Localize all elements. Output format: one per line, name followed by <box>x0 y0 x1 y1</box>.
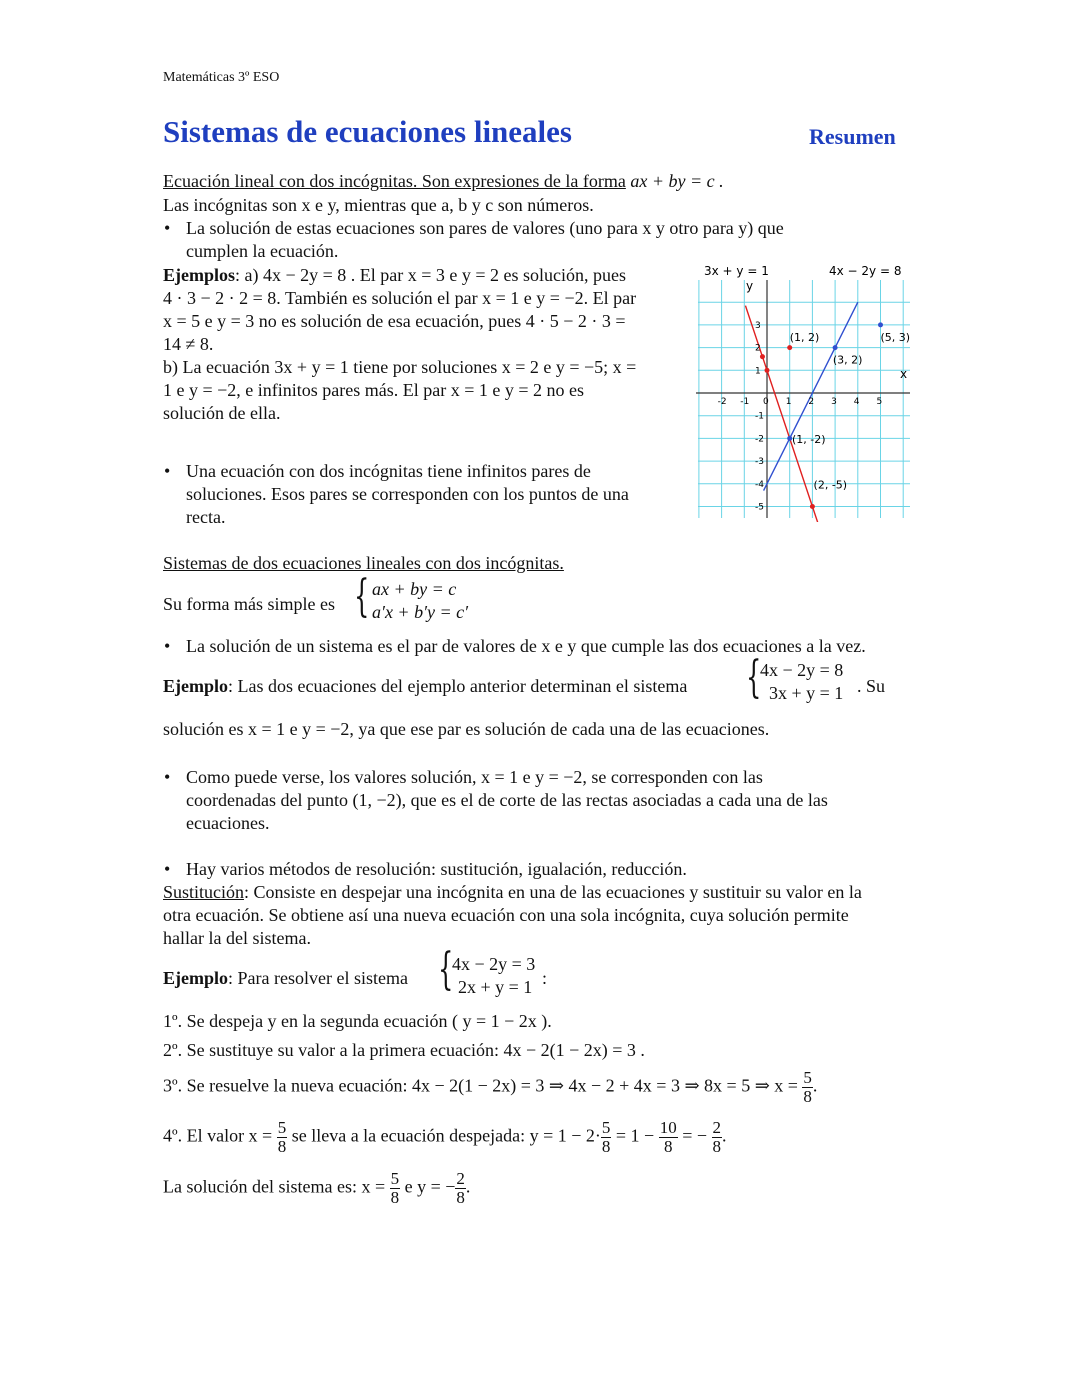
s2-example: Ejemplo: Las dos ecuaciones del ejemplo anterior determinan el sistema <box>163 676 688 696</box>
eq1-label: 3x + y = 1 <box>704 264 769 278</box>
s3-example-system: 4x − 2y = 3 2x + y = 1 <box>452 954 536 997</box>
s1-heading: Ecuación lineal con dos incógnitas. Son expresiones de la forma ax + by = c . <box>163 171 724 191</box>
s2-bullet2: • Como puede verse, los valores solución, x = 1 e y = −2, se corresponden con las coordenadas del punto (1, −2), que es el de corte de las rectas asociadas a cada una de las ecuaciones. <box>164 767 828 833</box>
x-tick-label: -2 <box>717 397 727 407</box>
y-tick-label: -3 <box>755 457 764 468</box>
s3-sys-brace: { <box>438 944 454 995</box>
graph-point-label: (2, -5) <box>813 478 848 492</box>
s3-solution: La solución del sistema es: x = $\frac{5}{8}$ e y = − $\frac{2}{8}$ . <box>163 1169 471 1207</box>
y-axis-label: y <box>746 279 754 293</box>
s3-sustitucion: Sustitución: Consiste en despejar una incógnita en una de las ecuaciones y sustituir su valor en la otra ecuación. Se obtiene así una nueva ecuación con una sola incógnita, cuya solución permite hallar la del sistema. <box>163 882 862 948</box>
s1-bullet1: • La solución de estas ecuaciones son pares de valores (uno para x y otro para y) que cumplen la ecuación. <box>164 218 784 261</box>
s3-step2: 2º. Se sustituye su valor a la primera ecuación: 4x − 2(1 − 2x) = 3 . <box>163 1040 645 1060</box>
x-axis-label: x <box>900 367 908 381</box>
y-tick-label: -4 <box>755 479 764 490</box>
frac-5-8: $\frac{5}{8}$ <box>803 1068 812 1106</box>
x-tick-label: 0 <box>763 397 769 407</box>
graph-point-label: (3, 2) <box>832 353 863 367</box>
graph-point-label: (5, 3) <box>880 330 911 344</box>
graph-point <box>810 504 815 509</box>
y-tick-label: 3 <box>755 320 761 331</box>
s1-bullet2: • Una ecuación con dos incógnitas tiene infinitos pares de soluciones. Esos pares se corresponden con los puntos de una recta. <box>164 461 629 527</box>
s3-step3: 3º. Se resuelve la nueva ecuación: 4x − 2(1 − 2x) = 3 ⇒ 4x − 2 + 4x = 3 ⇒ 8x = 5 ⇒ x = $\frac{5}{8}$ . <box>163 1068 818 1106</box>
linear-equations-graph <box>696 260 916 522</box>
s3-bullet1: • Hay varios métodos de resolución: sustitución, igualación, reducción. <box>164 859 687 879</box>
s3-colon: : <box>542 968 548 988</box>
s1-line2: Las incógnitas son x e y, mientras que a, b y c son números. <box>163 195 594 215</box>
y-tick-label: -1 <box>755 411 764 422</box>
x-tick-label: 5 <box>876 397 883 407</box>
x-tick-label: 3 <box>831 397 837 407</box>
s2-general-system: ax + by = c a′x + b′y = c′ <box>372 579 469 622</box>
graph-point <box>833 345 838 350</box>
graph-point-label: (1, 2) <box>789 330 820 344</box>
x-tick-label: 4 <box>853 397 860 407</box>
y-tick-label: 1 <box>755 366 761 377</box>
x-tick-label: 2 <box>808 397 815 407</box>
s2-forma: Su forma más simple es <box>163 594 335 614</box>
x-tick-label: 1 <box>785 397 792 407</box>
s3-example: Ejemplo: Para resolver el sistema <box>163 968 408 988</box>
x-tick-label: -1 <box>740 397 750 407</box>
s3-step1: 1º. Se despeja y en la segunda ecuación ( y = 1 − 2x ). <box>163 1011 552 1031</box>
s2-example-system: 4x − 2y = 8 3x + y = 1 <box>760 660 844 703</box>
s2-bullet1: • La solución de un sistema es el par de valores de x e y que cumple las dos ecuaciones a la vez. <box>164 636 866 656</box>
graph-point <box>878 322 883 327</box>
graph-point <box>765 368 770 373</box>
s2-sys-brace: { <box>746 652 762 703</box>
eq2-label: 4x − 2y = 8 <box>829 264 902 278</box>
y-tick-label: -2 <box>755 434 764 445</box>
s2-brace: { <box>354 571 370 622</box>
page-header: Matemáticas 3º ESO <box>163 70 280 85</box>
y-tick-label: -5 <box>755 502 764 513</box>
graph-point <box>787 345 792 350</box>
s2-solution: solución es x = 1 e y = −2, ya que ese par es solución de cada una de las ecuaciones. <box>163 719 770 739</box>
s2-su: . Su <box>857 676 886 696</box>
s1-examples: Ejemplos: a) 4x − 2y = 8 . El par x = 3 e y = 2 es solución, pues 4 · 3 − 2 · 2 = 8. También es solución el par x = 1 e y = −2. El par x = 5 e y = 3 no es solución de esa ecuación, pues 4 · 5 − 2 · 3 = 14 ≠ 8. b) La ecuación 3x + y = 1 tiene por soluciones x = 2 e y = −5; x = 1 e y = −2, e infinitos pares más. El par x = 1 e y = 2 no es solución de ella. <box>163 265 637 423</box>
s2-heading: Sistemas de dos ecuaciones lineales con dos incógnitas. <box>163 553 564 573</box>
s3-step4: 4º. El valor x = $\frac{5}{8}$ se lleva a la ecuación despejada: y = 1 − 2· $\frac{5}{8}$ = 1 − $\frac{10}{8}$ = − $\frac{2}{8}$ . <box>163 1118 727 1156</box>
graph-point <box>760 354 765 359</box>
page-title: Sistemas de ecuaciones lineales <box>163 114 572 149</box>
y-tick-label: 2 <box>755 343 761 354</box>
graph-point-label: (1, -2) <box>791 432 826 446</box>
resumen-label: Resumen <box>809 124 896 149</box>
